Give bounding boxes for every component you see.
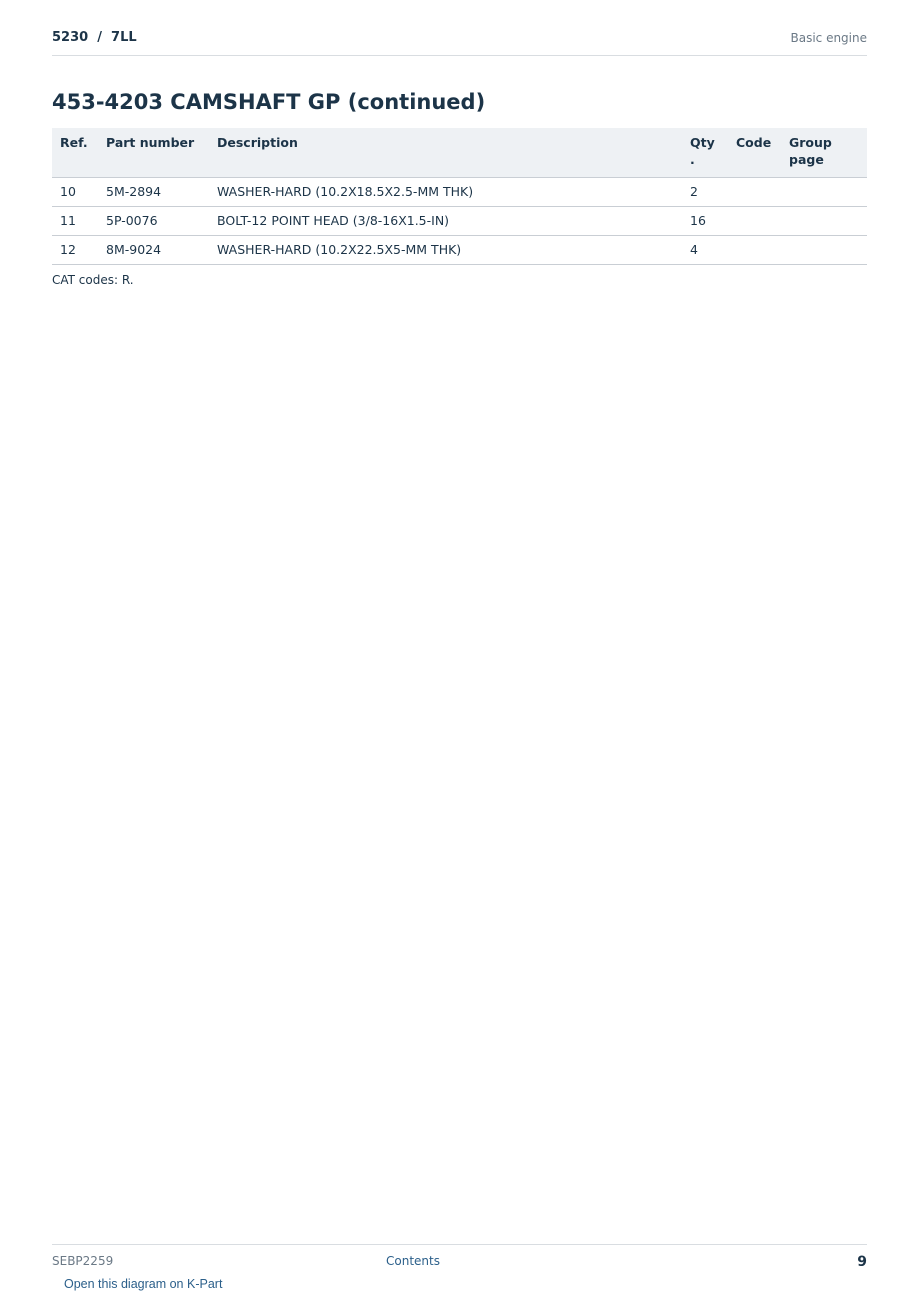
contents-link[interactable]: Contents xyxy=(386,1254,440,1268)
parts-table xyxy=(52,128,867,265)
document-id: SEBP2259 xyxy=(52,1254,114,1268)
cell-description: WASHER-HARD (10.2X22.5X5-MM THK) xyxy=(217,242,462,257)
cell-description: WASHER-HARD (10.2X18.5X2.5-MM THK) xyxy=(217,184,474,199)
section-label: Basic engine xyxy=(790,31,867,45)
table-row xyxy=(52,206,867,235)
cell-code xyxy=(728,177,781,206)
header-qty-line2: . xyxy=(690,152,695,167)
cell-qty: 4 xyxy=(690,242,698,257)
header-ref: Ref. xyxy=(60,135,88,150)
cell-part-number: 5M-2894 xyxy=(106,184,162,199)
cell-ref: 11 xyxy=(60,213,76,228)
header-code: Code xyxy=(736,135,772,150)
header-part-number: Part number xyxy=(106,135,195,150)
model-breadcrumb: 5230 / 7LL xyxy=(52,30,137,45)
cell-description: BOLT-12 POINT HEAD (3/8-16X1.5-IN) xyxy=(217,213,450,228)
cell-ref: 12 xyxy=(60,242,76,257)
page-footer xyxy=(52,1244,867,1300)
cell-code xyxy=(728,206,781,235)
cell-qty: 2 xyxy=(690,184,698,199)
header-description: Description xyxy=(217,135,298,150)
table-header-row xyxy=(52,128,867,177)
table-row xyxy=(52,235,867,264)
header-group-page xyxy=(781,128,867,177)
cell-group-page xyxy=(781,206,867,235)
title-suffix: (continued) xyxy=(347,90,486,114)
header-qty xyxy=(682,128,728,177)
cat-codes-note: CAT codes: R. xyxy=(52,273,134,287)
header-group-line2: page xyxy=(789,152,824,167)
page-title xyxy=(52,90,485,114)
page-header xyxy=(52,28,867,56)
cell-code xyxy=(728,235,781,264)
header-group-line1: Group xyxy=(789,135,832,150)
title-main: 453-4203 CAMSHAFT GP xyxy=(52,90,341,114)
cell-group-page xyxy=(781,235,867,264)
cell-part-number: 8M-9024 xyxy=(106,242,162,257)
cell-part-number: 5P-0076 xyxy=(106,213,158,228)
cell-group-page xyxy=(781,177,867,206)
kpart-link[interactable]: Open this diagram on K-Part xyxy=(64,1277,223,1291)
cell-qty: 16 xyxy=(690,213,706,228)
cell-ref: 10 xyxy=(60,184,76,199)
page-number: 9 xyxy=(857,1254,867,1270)
table-row xyxy=(52,177,867,206)
header-qty-line1: Qty xyxy=(690,135,715,150)
